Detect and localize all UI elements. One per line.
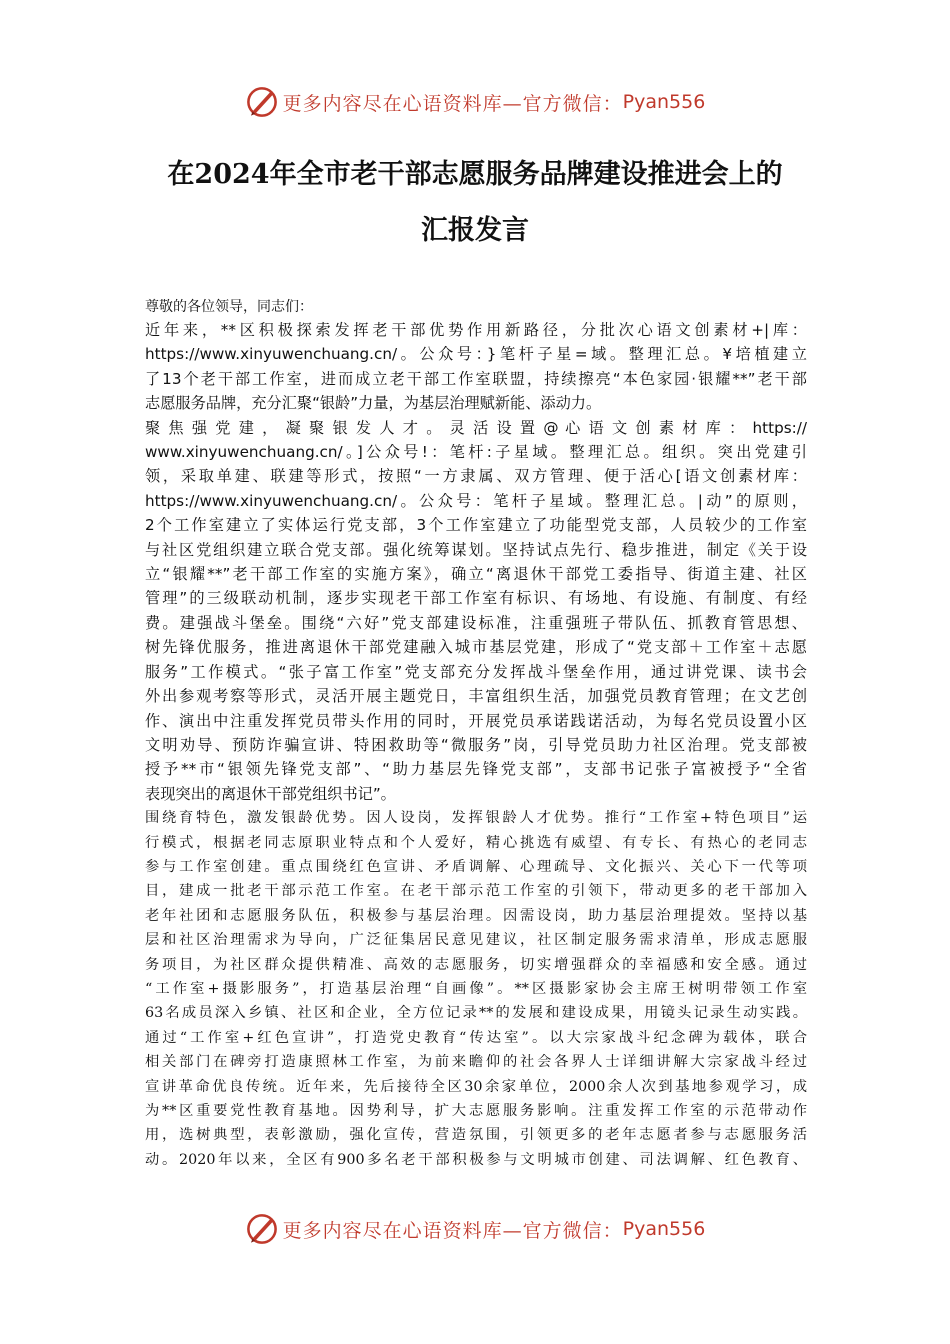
paragraph-line: 2个工作室建立了实体运行党支部，3个工作室建立了功能型党支部，人员较少的工作室: [145, 516, 807, 535]
paragraph-line: 志愿服务品牌，充分汇聚“银龄”力量，为基层治理赋新能、添动力。: [145, 394, 602, 413]
paragraph-line: 树先锋优服务，推进离退休干部党建融入城市基层党建，形成了“党支部＋工作室＋志愿: [145, 638, 807, 657]
paragraph-line: 作、演出中注重发挥党员带头作用的同时，开展党员承诺践诺活动，为每名党员设置小区: [145, 711, 807, 730]
title-line-2: 汇报发言: [421, 215, 529, 246]
paragraph-line: 领，采取单建、联建等形式，按照“一方隶属、双方管理、便于活心[语文创素材库：: [145, 467, 807, 486]
paragraph-line: 表现突出的离退休干部党组织书记”。: [145, 784, 396, 803]
paragraph-2: [145, 416, 807, 807]
paragraph-line: 外出参观考察等形式，灵活开展主题党日，丰富组织生活，加强党员教育管理；在文艺创: [145, 687, 807, 706]
paragraph-line: 务项目，为社区群众提供精准、高效的志愿服务，切实增强群众的幸福感和安全感。通过: [145, 956, 807, 973]
paragraph-line: 费。建强战斗堡垒。围绕“六好”党支部建设标准，注重强班子带队伍、抓教育管思想、: [145, 613, 807, 632]
paragraph-line: 近年来，**区积极探索发挥老干部优势作用新路径，分批次心语文创素材+|库：: [145, 321, 807, 339]
paragraph-line: “工作室+摄影服务”，打造基层治理“自画像”。**区摄影家协会主席王树明带领工作室: [145, 980, 807, 997]
paragraph-line: 围绕育特色，激发银龄优势。因人设岗，发挥银龄人才优势。推行“工作室+特色项目”运: [145, 810, 807, 827]
paragraph-line: 文明劝导、预防诈骗宣讲、特困救助等“微服务”岗，引导党员助力社区治理。党支部被: [145, 735, 807, 754]
paragraph-line: 了13个老干部工作室，进而成立老干部工作室联盟，持续擦亮“本色家园·银耀**”老干部: [145, 369, 807, 388]
paragraph-line: 行模式，根据老同志原职业特点和个人爱好，精心挑选有威望、有专长、有热心的老同志: [145, 834, 807, 851]
paragraph-line: 立“银耀**”老干部工作室的实施方案》，确立“离退休干部党工委指导、街道主建、社区: [145, 565, 807, 584]
greeting: 尊敬的各位领导，同志们：: [145, 299, 313, 315]
paragraph-line: 宣讲革命优良传统。近年来，先后接待全区30余家单位，2000余人次到基地参观学习，成: [145, 1078, 807, 1095]
paragraph-line: 管理”的三级联动机制，逐步实现老干部工作室有标识、有场地、有设施、有制度、有经: [145, 589, 807, 608]
document-title: [110, 147, 840, 259]
title-line-1: 在2024年全市老干部志愿服务品牌建设推进会上的: [167, 159, 783, 190]
paragraph-line: 用，选树典型，表彰激励，强化宣传，营造氛围，引领更多的老年志愿者参与志愿服务活: [145, 1127, 807, 1144]
paragraph-line: 63名成员深入乡镇、社区和企业，全方位记录**的发展和建设成果，用镜头记录生动实践。: [145, 1005, 807, 1022]
paragraph-line: 老年社团和志愿服务队伍，积极参与基层治理。因需设岗，助力基层治理提效。坚持以基: [145, 907, 807, 924]
paragraph-line: 服务”工作模式。“张子富工作室”党支部充分发挥战斗堡垒作用，通过讲党课、读书会: [145, 662, 807, 681]
paragraph-line: 相关部门在碑旁打造康照林工作室，为前来瞻仰的社会各界人士详细讲解大宗家战斗经过: [145, 1054, 807, 1071]
paragraph-line: 与社区党组织建立联合党支部。强化统筹谋划。坚持试点先行、稳步推进，制定《关于设: [145, 540, 807, 559]
watermark-id: Pyan556: [622, 1218, 706, 1240]
paragraph-line: 参与工作室创建。重点围绕红色宣讲、矛盾调解、心理疏导、文化振兴、关心下一代等项: [145, 858, 807, 875]
watermark-id: Pyan556: [622, 91, 706, 113]
paragraph-line: 为**区重要党性教育基地。因势利导，扩大志愿服务影响。注重发挥工作室的示范带动作: [145, 1103, 807, 1119]
paragraph-3: [145, 806, 807, 1172]
watermark-text: 更多内容尽在心语资料库—官方微信：: [282, 92, 623, 115]
pen-logo-icon: [245, 1212, 279, 1246]
pen-logo-icon: [245, 85, 279, 119]
paragraph-line: 目，建成一批老干部示范工作室。在老干部示范工作室的引领下，带动更多的老干部加入: [145, 883, 807, 900]
paragraph-line: https://www.xinyuwenchuang.cn/。公众号：笔杆子星域。整理汇总。|动”的原则，: [145, 491, 807, 510]
paragraph-line: www.xinyuwenchuang.cn/。]公众号!：笔杆:子星域。整理汇总。组织。突出党建引: [145, 443, 807, 462]
paragraph-line: 授予**市“银领先锋党支部”、“助力基层先锋党支部”，支部书记张子富被授予“全省: [145, 760, 807, 779]
watermark-banner-top: [0, 80, 950, 124]
paragraph-line: 层和社区治理需求为导向，广泛征集居民意见建议，社区制定服务需求清单，形成志愿服: [145, 932, 807, 949]
watermark-text: 更多内容尽在心语资料库—官方微信：: [282, 1219, 623, 1242]
watermark-banner-bottom: [0, 1207, 950, 1251]
paragraph-line: 聚 焦 强 党 建 ， 凝 聚 银 发 人 才 。 灵 活 设 置 @ 心 语 文 创 素 材 库 ： https://: [145, 418, 807, 437]
document-body: [145, 296, 807, 1172]
paragraph-line: 通过“工作室+红色宣讲”，打造党史教育“传达室”。以大宗家战斗纪念碑为载体，联合: [145, 1029, 807, 1046]
paragraph-line: https://www.xinyuwenchuang.cn/。公众号：}笔杆子星=域。整理汇总。¥培植建立: [145, 345, 807, 364]
paragraph-1: [145, 318, 807, 416]
paragraph-line: 动。2020年以来，全区有900多名老干部积极参与文明城市创建、司法调解、红色教育、: [145, 1151, 807, 1168]
